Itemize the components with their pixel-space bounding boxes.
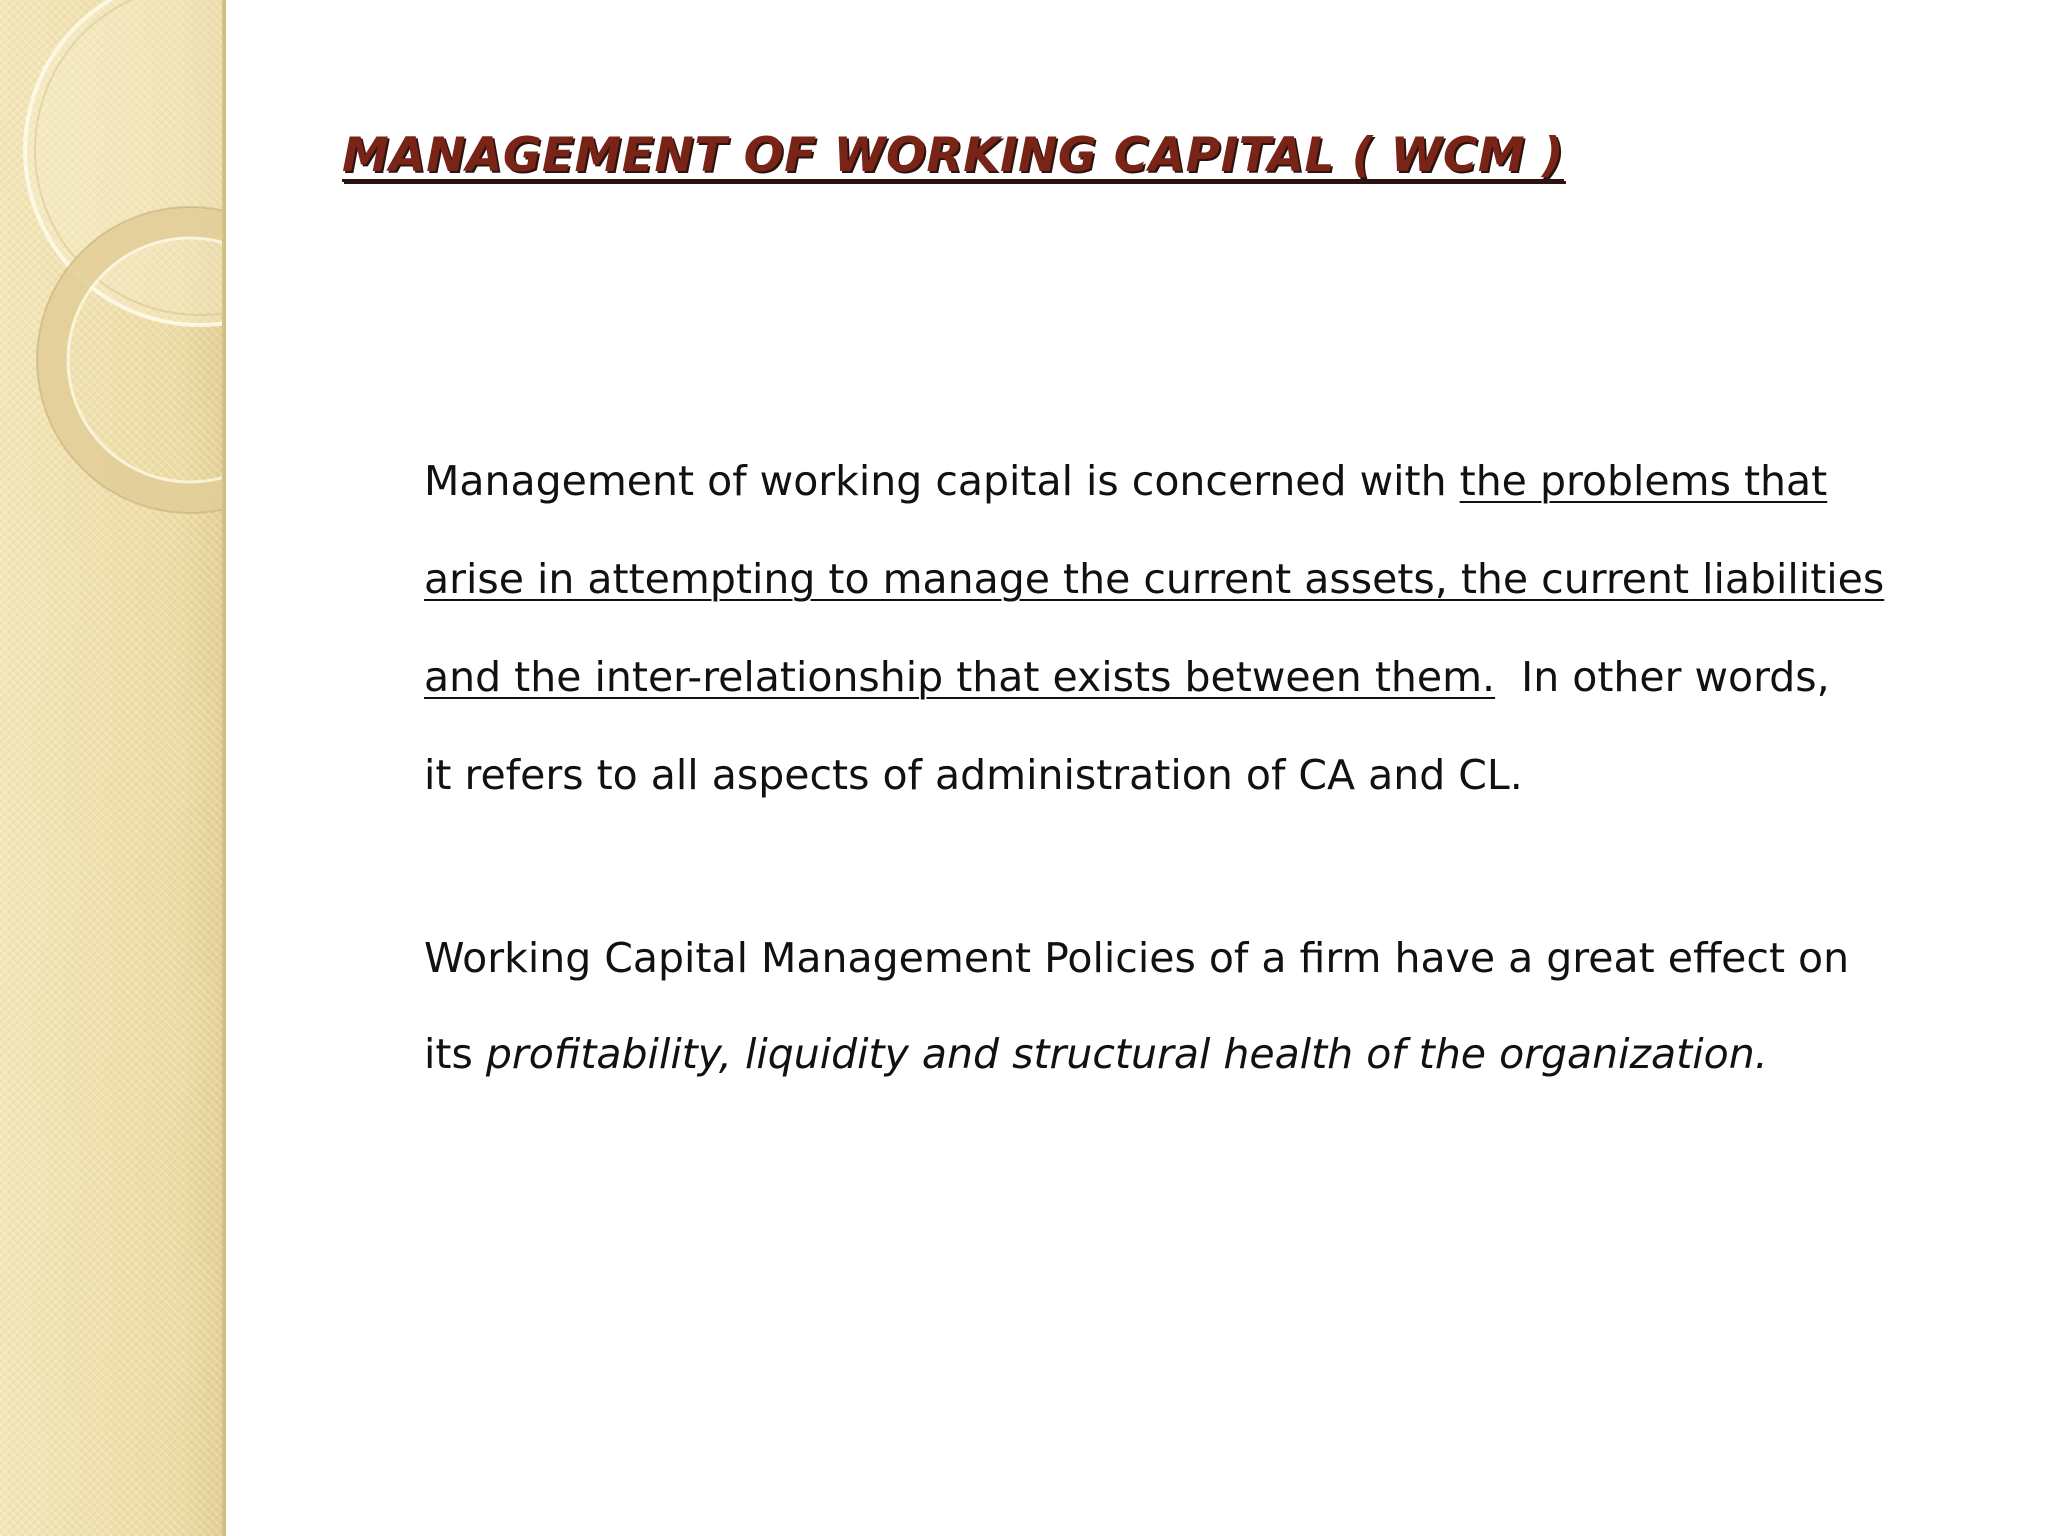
definition-tail-text-2: it refers to all aspects of administration of CA and CL. — [424, 751, 1523, 799]
policy-italic-text: profitability, liquidity and structural health of the organization. — [485, 1030, 1768, 1078]
definition-underlined-text-2: arise in attempting to manage the current assets, the current liabilities — [424, 555, 1885, 603]
definition-underlined-text-1: the problems that — [1459, 457, 1828, 505]
policy-paragraph — [424, 910, 1964, 1102]
definition-lead-text: Management of working capital is concerned with — [424, 457, 1460, 505]
definition-underlined-text-3: and the inter-relationship that exists between them. — [424, 653, 1496, 701]
definition-paragraph — [424, 432, 1964, 824]
definition-tail-text-1: In other words, — [1495, 653, 1830, 701]
policy-lead-text-1: Working Capital Management Policies of a firm have a great effect on — [424, 934, 1850, 982]
slide-title: MANAGEMENT OF WORKING CAPITAL ( WCM ) — [342, 128, 1564, 183]
sidebar-edge-divider — [222, 0, 226, 1536]
policy-lead-text-2: its — [424, 1030, 486, 1078]
decorative-sidebar — [0, 0, 226, 1536]
decorative-circles-icon — [0, 0, 226, 520]
